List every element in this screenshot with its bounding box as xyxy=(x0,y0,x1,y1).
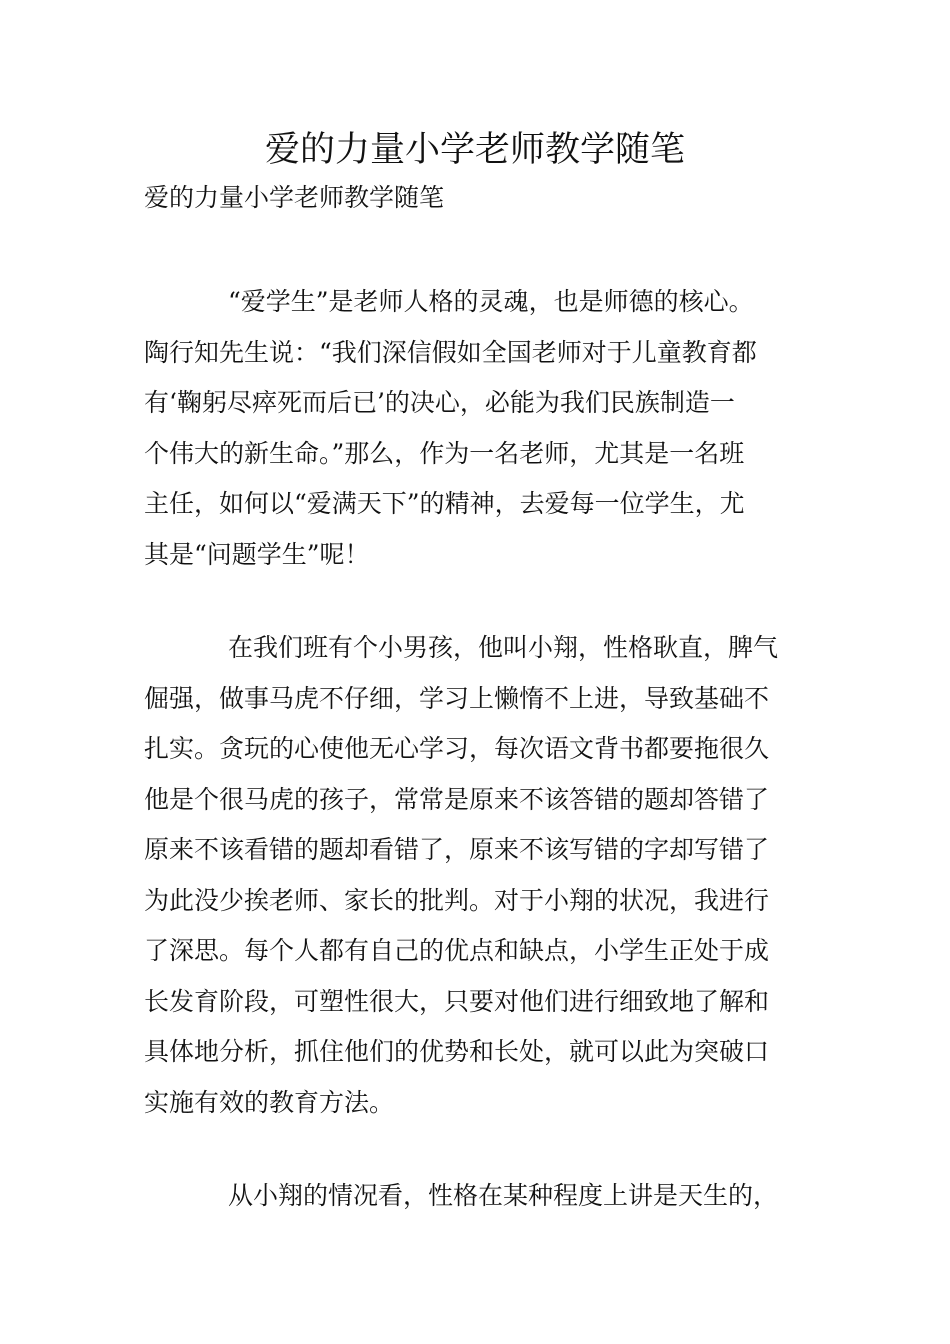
paragraph-1 xyxy=(144,277,810,580)
text-line: 其是“问题学生”呢！ xyxy=(144,539,370,569)
text-line: 具体地分析，抓住他们的优势和长处，就可以此为突破口 xyxy=(144,1037,770,1066)
text-line: 主任，如何以“爱满天下”的精神，去爱每一位学生，尤 xyxy=(144,489,745,518)
page-subtitle: 爱的力量小学老师教学随笔 xyxy=(144,183,445,212)
text-line: 扎实。贪玩的心使他无心学习，每次语文背书都要拖很久 xyxy=(144,734,770,763)
text-line: 长发育阶段，可塑性很大，只要对他们进行细致地了解和 xyxy=(144,986,770,1016)
text-line: 个伟大的新生命。”那么，作为一名老师，尤其是一名班 xyxy=(144,438,745,468)
text-line: 为此没少挨老师、家长的批判。对于小翔的状况，我进行 xyxy=(144,885,770,915)
text-line: 有‘鞠躬尽瘁死而后已’的决心，必能为我们民族制造一 xyxy=(144,388,735,417)
text-line: 从小翔的情况看，性格在某种程度上讲是天生的， xyxy=(228,1181,779,1210)
text-line: 原来不该看错的题却看错了，原来不该写错的字却写错了 xyxy=(144,835,770,864)
text-line: 陶行知先生说：“我们深信假如全国老师对于儿童教育都 xyxy=(144,337,757,367)
text-line: “爱学生”是老师人格的灵魂，也是师德的核心。 xyxy=(228,287,754,316)
page-title: 爱的力量小学老师教学随笔 xyxy=(264,130,685,170)
text-line: 了深思。每个人都有自己的优点和缺点，小学生正处于成 xyxy=(144,936,770,965)
text-line: 在我们班有个小男孩，他叫小翔，性格耿直，脾气 xyxy=(228,633,779,662)
text-line: 实施有效的教育方法。 xyxy=(144,1087,395,1117)
text-line: 倔强，做事马虎不仔细，学习上懒惰不上进，导致基础不 xyxy=(144,683,770,713)
paragraph-3 xyxy=(144,1171,810,1222)
paragraph-2 xyxy=(144,623,810,1128)
text-line: 他是个很马虎的孩子，常常是原来不该答错的题却答错了 xyxy=(144,784,770,814)
